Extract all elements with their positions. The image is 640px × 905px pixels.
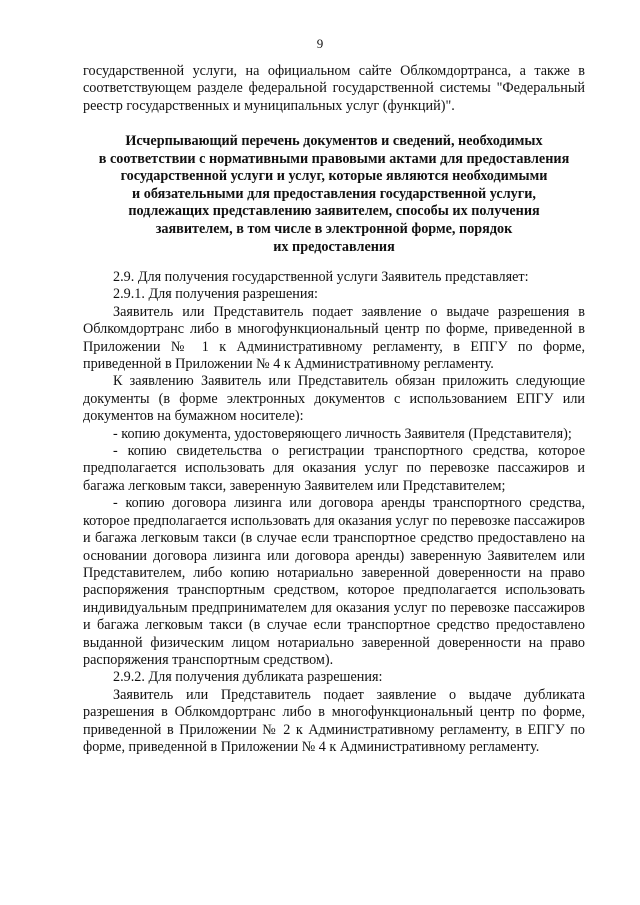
heading-line: их предоставления <box>273 238 395 255</box>
heading-line: подлежащих представлению заявителем, способы их получения <box>128 203 540 220</box>
paragraph-2-9: 2.9. Для получения государственной услуги Заявитель представляет: <box>113 269 529 285</box>
paragraph-2-9-2: 2.9.2. Для получения дубликата разрешения: <box>113 669 383 686</box>
paragraph-attachments: К заявлению Заявитель или Представитель обязан приложить следующие документы (в форме электронных документов с использованием ЕПГУ или документов на бумажном носителе): <box>83 373 585 425</box>
heading-line: в соответствии с нормативными правовыми актами для предоставления <box>98 150 570 167</box>
list-item-identity: - копию документа, удостоверяющего личность Заявителя (Представителя); <box>113 425 572 442</box>
section-heading <box>83 133 585 256</box>
intro-paragraph: государственной услуги, на официальном сайте Облкомдортранса, а также в соответствующем разделе федеральной государственной системы "Федеральный реестр государственных и муниципальных услуг (функций)". <box>83 63 585 114</box>
intro-block <box>83 63 585 115</box>
heading-line: Исчерпывающий перечень документов и сведений, необходимых <box>125 133 543 149</box>
paragraph-2-9-1: 2.9.1. Для получения разрешения: <box>113 286 318 303</box>
heading-line: и обязательными для предоставления государственной услуги, <box>132 185 536 202</box>
paragraph-application: Заявитель или Представитель подает заявление о выдаче разрешения в Облкомдортранс либо в многофункциональный центр по форме, приведенной в Приложении № 1 к Административному регламенту, в ЕПГУ по форме, приведенной в Приложении № 4 к Административному регламенту. <box>83 303 585 373</box>
list-item-registration: - копию свидетельства о регистрации транспортного средства, которое предполагается использовать для оказания услуг по перевозке пассажиров и багажа легковым такси, заверенную Заявителем или Представителем; <box>83 443 585 494</box>
list-item-lease: - копию договора лизинга или договора аренды транспортного средства, которое предполагается использовать для оказания услуг по перевозке пассажиров и багажа легковым такси (в случае если транспортное средство предоставлено на основании договора лизинга или договора аренды) заверенную Заявителем или Представителем, либо копию нотариально заверенной доверенности на право распоряжения транспортным средством, которое предполагается использовать индивидуальным предпринимателем для оказания услуг по перевозке пассажиров и багажа легковым такси (в случае если транспортное средство предоставлено выданной физическим лицом нотариально заверенной доверенности на право распоряжения транспортным средством). <box>83 495 585 668</box>
body-text <box>83 269 585 756</box>
page-number: 9 <box>316 36 324 51</box>
paragraph-duplicate: Заявитель или Представитель подает заявление о выдаче дубликата разрешения в Облкомдортранс либо в многофункциональный центр по форме, приведенной в Приложении № 2 к Административному регламенту, в ЕПГУ по форме, приведенной в Приложении № 4 к Административному регламенту. <box>83 686 585 755</box>
heading-line: государственной услуги и услуг, которые являются необходимыми <box>120 168 548 185</box>
heading-line: заявителем, в том числе в электронной форме, порядок <box>155 220 513 237</box>
